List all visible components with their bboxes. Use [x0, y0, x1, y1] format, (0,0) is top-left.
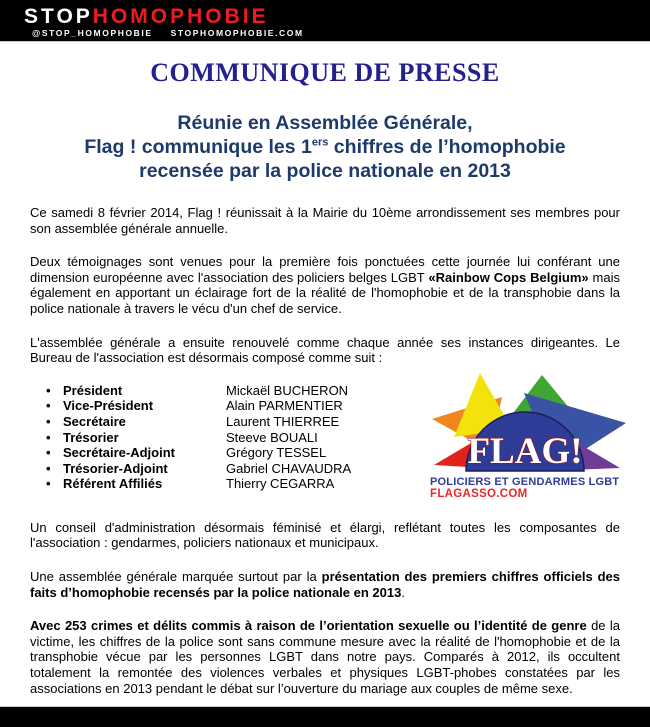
- board-role: Secrétaire-Adjoint: [63, 445, 175, 461]
- flag-logo: [430, 371, 628, 500]
- stop-homophobie-logo: [24, 5, 650, 28]
- board-name: Steeve BOUALI: [226, 429, 318, 445]
- paragraph-chiffres-text: Une assemblée générale marquée surtout par la: [30, 568, 322, 584]
- board-name: Mickaël BUCHERON: [226, 382, 349, 398]
- board-row-referent-affilies: [30, 476, 430, 492]
- paragraph-assemblee: L'assemblée générale a ensuite renouvelé comme chaque année ses instances dirigeantes. Le Bureau de l'association est désormais composé comme suit :: [30, 334, 620, 366]
- brand-stop-text: STOP: [24, 5, 93, 28]
- paragraph-253-crimes-end: de la victime, les chiffres de la police sont sans commune mesure avec la réalité de l'homophobie et de la transphobie vécue par les personnes LGBT dans notre pays. Comparés à 2012, ils occultent totalement la remontée des violences verbales et physiques LGBT-phobes constatées par les associations en 2013 pendant le débat sur l’ouverture du mariage aux couples de même sexe.: [30, 618, 620, 696]
- board-name: Alain PARMENTIER: [226, 398, 343, 414]
- flag-star-icon: [430, 371, 626, 475]
- board-name: Laurent THIERREE: [226, 413, 340, 429]
- bullet-icon: •: [46, 476, 51, 492]
- flag-wordmark: FLAG!: [467, 430, 583, 472]
- flag-tagline: POLICIERS ET GENDARMES LGBT: [430, 475, 620, 488]
- headline-superscript: ers: [311, 136, 329, 149]
- crimes-delits-bold: Avec 253 crimes et délits commis à raison de l’orientation sexuelle ou l’identité de genre: [30, 618, 587, 634]
- paragraph-conseil: Un conseil d'administration désormais féminisé et élargi, reflétant toutes les composantes de l'association : gendarmes, policiers nationaux et municipaux.: [30, 519, 620, 551]
- board-role: Secrétaire: [63, 413, 126, 429]
- bullet-icon: •: [46, 413, 51, 429]
- board-row-secretaire-adjoint: [30, 445, 430, 461]
- board-name: Thierry CEGARRA: [226, 476, 335, 492]
- paragraph-chiffres: [30, 569, 620, 600]
- board-row-tresorier: [30, 430, 430, 446]
- board-role: Trésorier: [63, 429, 119, 445]
- brand-homophobie-text: HOMOPHOBIE: [92, 5, 269, 28]
- board-role: Trésorier-Adjoint: [63, 460, 168, 476]
- board-row-president: [30, 383, 430, 399]
- headline-line2-pre: Flag ! communique les 1: [84, 136, 312, 158]
- flag-website: FLAGASSO.COM: [430, 487, 528, 500]
- headline: [0, 111, 650, 183]
- bottom-bar: [0, 706, 650, 727]
- bullet-icon: •: [46, 445, 51, 461]
- brand-subline: [32, 28, 650, 38]
- paragraph-intro: Ce samedi 8 février 2014, Flag ! réunissait à la Mairie du 10ème arrondissement ses membres pour son assemblée générale annuelle.: [30, 205, 620, 236]
- paragraph-temoignages-end: mais également en apportant un éclairage fort de la réalité de l'homophobie et de la transphobie dans la police nationale à travers le vécu d'un chef de service.: [30, 269, 620, 316]
- chiffres-officiels-bold: présentation des premiers chiffres officiels des faits d’homophobie recensés par la police nationale en 2013: [30, 568, 620, 600]
- board-role: Vice-Président: [63, 398, 154, 414]
- paragraph-temoignages: [30, 254, 620, 316]
- paragraph-253-crimes: [30, 618, 620, 696]
- board-role: Référent Affiliés: [63, 476, 163, 492]
- press-release-title: COMMUNIQUE DE PRESSE: [150, 58, 500, 87]
- paragraph-chiffres-end: .: [401, 584, 405, 600]
- brand-website: STOPHOMOPHOBIE.COM: [170, 28, 304, 38]
- board-role: Président: [63, 382, 123, 398]
- board-name: Gabriel CHAVAUDRA: [226, 460, 352, 476]
- rainbow-cops-belgium-bold: «Rainbow Cops Belgium»: [428, 269, 589, 285]
- board-row-vice-president: [30, 398, 430, 414]
- board-section: [0, 383, 650, 500]
- twitter-handle: @STOP_HOMOPHOBIE: [32, 28, 153, 38]
- bullet-icon: •: [46, 398, 51, 414]
- bullet-icon: •: [46, 429, 51, 445]
- bullet-icon: •: [46, 382, 51, 398]
- board-name: Grégory TESSEL: [226, 445, 327, 461]
- bullet-icon: •: [46, 460, 51, 476]
- headline-line1: Réunie en Assemblée Générale,: [177, 112, 473, 134]
- paragraph-temoignages-text: Deux témoignages sont venues pour la première fois ponctuées cette journée lui conférant une dimension européenne avec l'association des policiers belges LGBT: [30, 254, 620, 285]
- headline-line2-post: chiffres de l’homophobie: [328, 136, 566, 158]
- stop-homophobie-header: [0, 0, 650, 42]
- headline-line3: recensée par la police nationale en 2013: [139, 160, 511, 182]
- board-row-secretaire: [30, 414, 430, 430]
- board-row-tresorier-adjoint: [30, 461, 430, 477]
- board-list: [30, 383, 430, 500]
